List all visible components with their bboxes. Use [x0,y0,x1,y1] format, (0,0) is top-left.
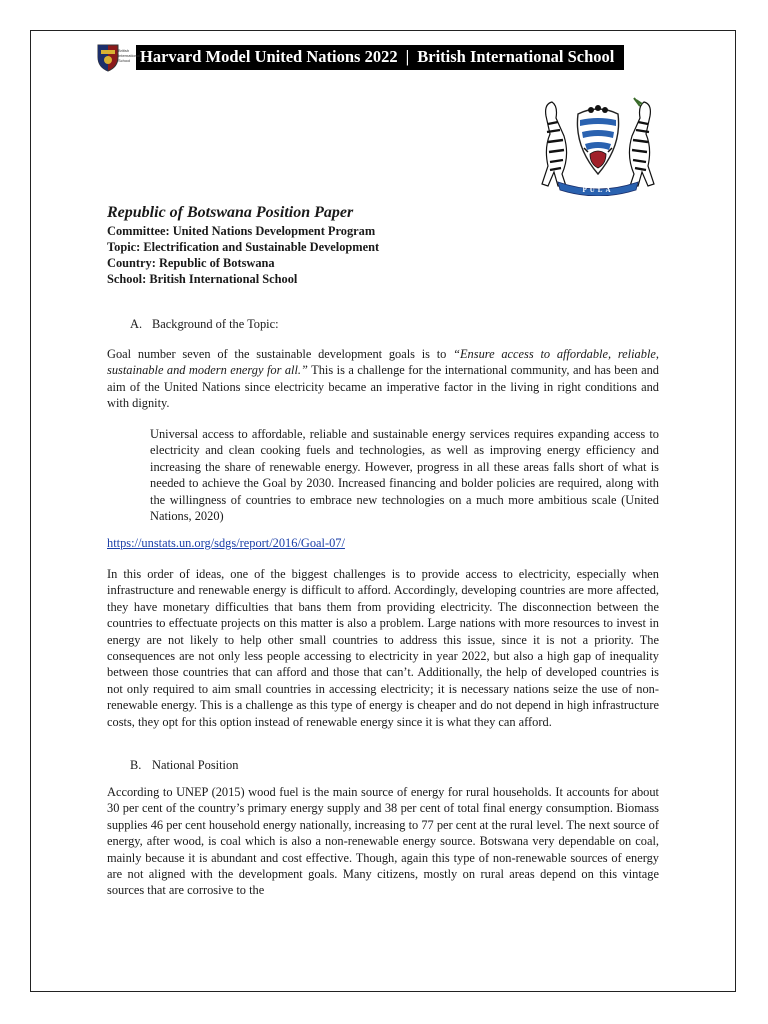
shield-icon [577,105,618,174]
school-line: School: British International School [107,272,298,286]
goal-quote: “Ensure access to affordable, reliable, sustainable and modern energy for all.” [107,347,659,378]
section-b-title: National Position [152,758,239,772]
country-line: Country: Republic of Botswana [107,256,275,270]
section-b-letter: B. [130,758,142,772]
school-crest-logo [96,42,141,72]
block-quote: Universal access to affordable, reliable and sustainable energy services requires expanding access to electricity and clean cooking fuels and technologies, as well as improving energy efficiency and increasing the share of renewable energy. However, progress in all these areas falls short of what is needed to achieve the Goal by 2030. Increased financing and bolder policies are required, along with the willingness of countries to embrace new technologies on a much more ambitious scale (United Nations, 2020) [150,427,659,524]
section-a-title: Background of the Topic: [152,317,279,331]
intro-text-before: Goal number seven of the sustainable development goals is to [107,347,454,361]
document-header [96,44,624,70]
header-separator: | [405,46,410,66]
un-stats-link[interactable]: https://unstats.un.org/sdgs/report/2016/Goal-07/ [107,536,345,550]
header-banner [136,45,624,70]
section-a-heading [130,317,279,332]
document-title: Republic of Botswana Position Paper [107,204,354,221]
committee-line: Committee: United Nations Development Program [107,224,376,238]
right-zebra-icon [629,98,654,186]
section-b-heading [130,758,238,773]
logo-caption: British International School [118,48,141,63]
crest-shield-icon [96,42,120,72]
section-a-body: In this order of ideas, one of the biggest challenges is to provide access to electricity, especially when infrastructure and renewable energy is difficult to afford. Accordingly, developing countries are more affected, they have monetary difficulties that bans them from providing electricity. The disconnection between the countries to effectuate projects on this matter is also a problem. Large nations with more resources to invest in energy are not likely to help other small countries to address this issue, since it is not a priority. The consequences are not only less people accessing to electricity in year 2022, but also a high gap of inequality between those countries that can afford and those that can’t. Additionally, the help of developed countries is not only required to aim small countries in accessing electricity; it is necessary nations seize the use of non-renewable energy. This is a challenge as this type of energy is cheaper and do not depend in high infrastructure costs, they opt for this option instead of renewable energy since it is what they can afford. [107,567,659,729]
left-zebra-icon [542,102,567,186]
header-school-name: British International School [417,46,615,66]
intro-text-after: This is a challenge for the international community, and has been and aim of the United Nations since electricity became an imperative factor in the living in right conditions and with dignity. [107,363,659,411]
conference-name: Harvard Model United Nations 2022 [140,46,398,66]
section-b-body: According to UNEP (2015) wood fuel is the main source of energy for rural households. It accounts for about 30 per cent of the country’s primary energy supply and 38 per cent of total final energy consumption. Biomass supplies 46 per cent household energy nationally, increasing to 77 per cent at the rural level. The next source of energy, after wood, is coal which is also a non-renewable energy source. Botswana very dependable on coal, mainly because it is abundant and cost effective. Though, again this type of non-renewable sources of energy are not aligned with the development goals. Many citizens, mostly on rural areas depend on this vintage sources that are corrosive to the [107,785,659,898]
section-a-intro [107,346,659,412]
botswana-coat-of-arms [536,96,660,196]
title-block [107,204,379,287]
topic-line: Topic: Electrification and Sustainable Development [107,240,380,254]
motto-text: PULA [582,186,614,194]
section-a-letter: A. [130,317,143,331]
